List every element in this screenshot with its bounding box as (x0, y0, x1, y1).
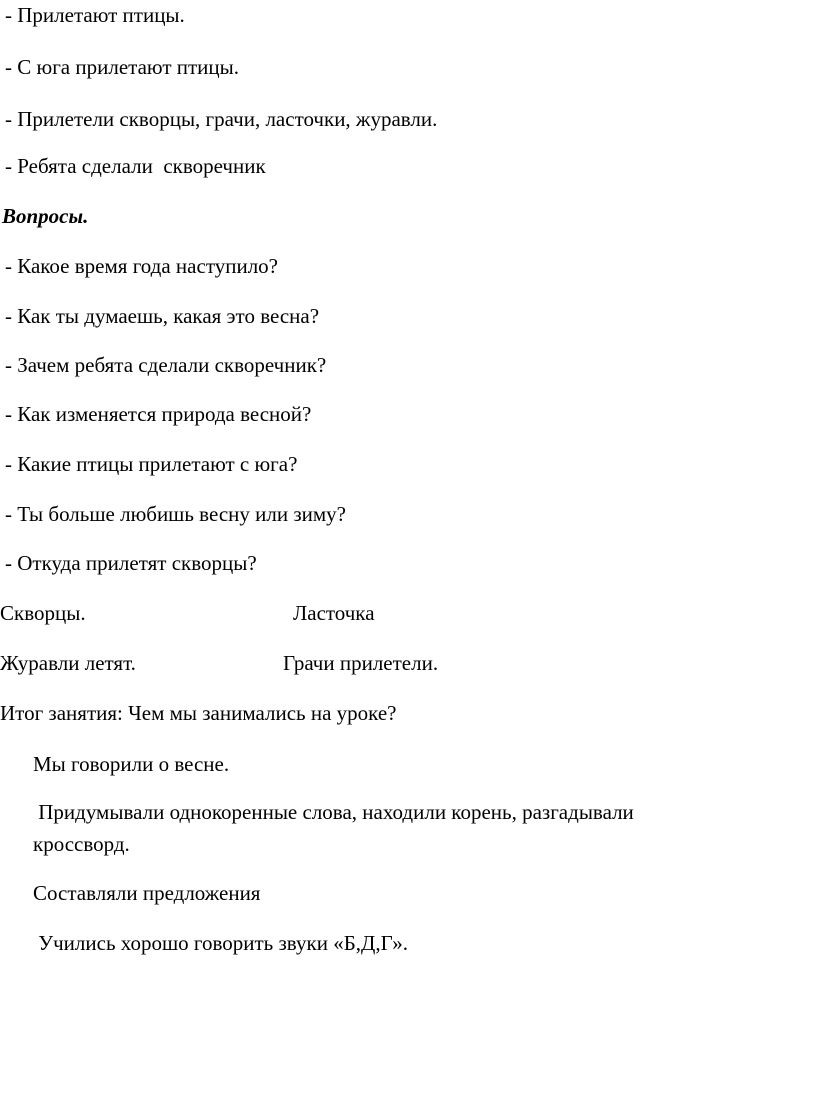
sentence-line: - Ребята сделали скворечник (5, 154, 266, 178)
summary-item: кроссворд. (33, 832, 130, 856)
summary-item: Составляли предложения (33, 881, 261, 905)
question-line: - Ты больше любишь весну или зиму? (5, 502, 346, 526)
caption-left: Скворцы. (0, 601, 86, 625)
questions-heading: Вопросы. (2, 204, 89, 228)
caption-right: Ласточка (293, 601, 375, 625)
caption-right: Грачи прилетели. (283, 651, 439, 675)
question-line: - Откуда прилетят скворцы? (5, 551, 257, 575)
question-line: - Зачем ребята сделали скворечник? (5, 353, 327, 377)
question-line: - Как изменяется природа весной? (5, 402, 312, 426)
question-line: - Какое время года наступило? (5, 254, 278, 278)
summary-item: Мы говорили о весне. (33, 752, 230, 776)
sentence-line: - С юга прилетают птицы. (5, 55, 239, 79)
question-line: - Какие птицы прилетают с юга? (5, 452, 298, 476)
sentence-line: - Прилетают птицы. (5, 3, 185, 27)
summary-item: Учились хорошо говорить звуки «Б,Д,Г». (33, 931, 408, 955)
sentence-line: - Прилетели скворцы, грачи, ласточки, журавли. (5, 107, 438, 131)
summary-label: Итог занятия: Чем мы занимались на уроке? (0, 701, 397, 725)
caption-left: Журавли летят. (0, 651, 136, 675)
question-line: - Как ты думаешь, какая это весна? (5, 304, 320, 328)
summary-item: Придумывали однокоренные слова, находили корень, разгадывали (33, 800, 634, 824)
